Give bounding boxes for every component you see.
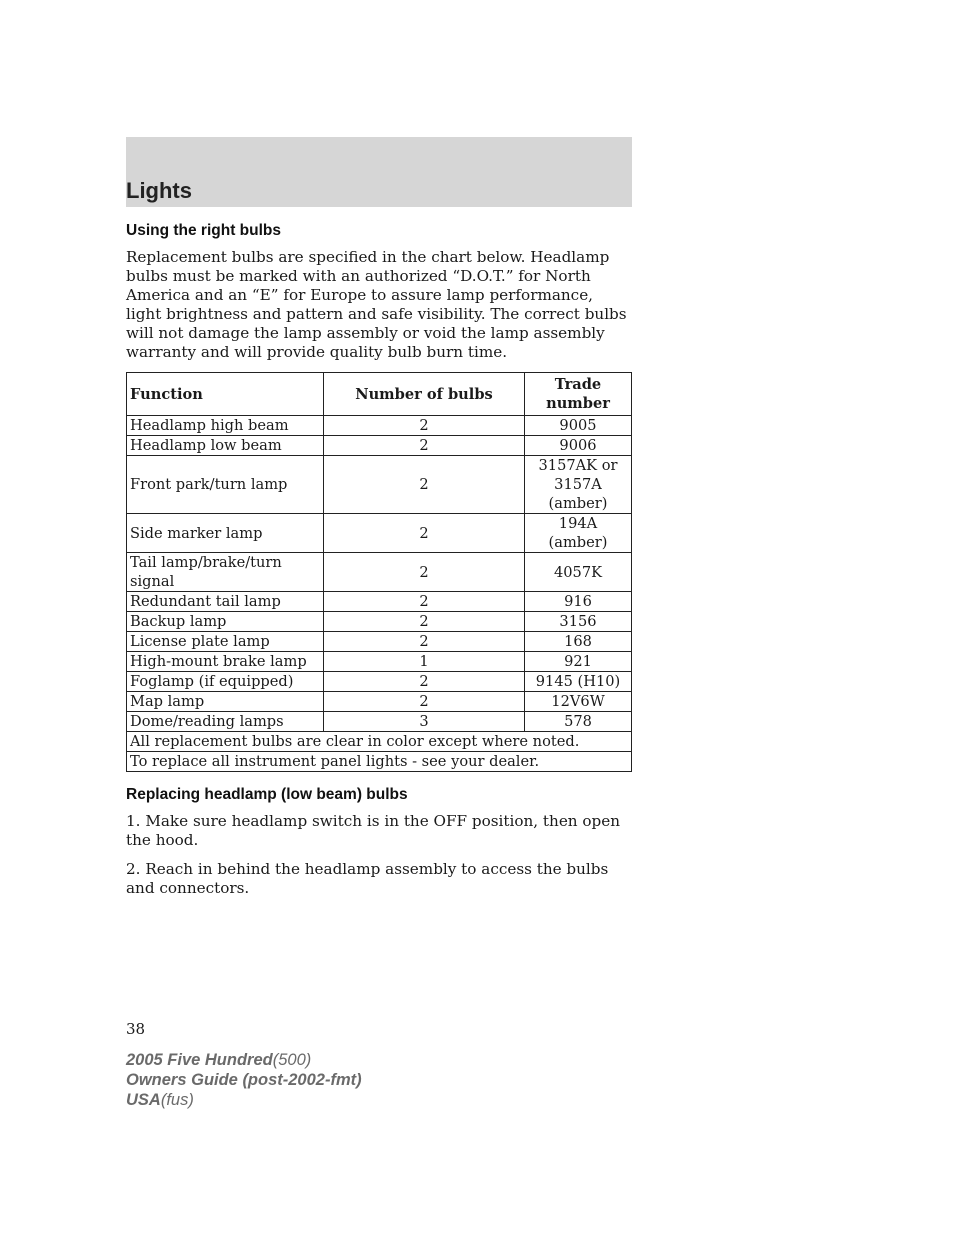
cell-trade-number: 194A (amber) (525, 514, 632, 553)
cell-number-of-bulbs: 2 (324, 672, 525, 692)
table-row (127, 672, 632, 692)
cell-number-of-bulbs: 2 (324, 456, 525, 514)
header-number-of-bulbs: Number of bulbs (324, 373, 525, 416)
cell-trade-number: 3157AK or 3157A (amber) (525, 456, 632, 514)
table-row (127, 456, 632, 514)
footer-line-3 (126, 1090, 362, 1110)
page-content (126, 222, 632, 908)
table-row (127, 712, 632, 732)
footer-guide: Owners Guide (post-2002-fmt) (126, 1071, 362, 1089)
cell-trade-number: 3156 (525, 612, 632, 632)
table-row (127, 612, 632, 632)
cell-trade-number: 12V6W (525, 692, 632, 712)
footer-market: USA (126, 1091, 161, 1109)
footer-model: 2005 Five Hundred (126, 1051, 273, 1069)
header-trade-number: Trade number (525, 373, 632, 416)
table-row (127, 436, 632, 456)
cell-number-of-bulbs: 2 (324, 632, 525, 652)
cell-function: Tail lamp/brake/turn signal (127, 553, 324, 592)
cell-function: Foglamp (if equipped) (127, 672, 324, 692)
cell-trade-number: 9145 (H10) (525, 672, 632, 692)
table-header-row (127, 373, 632, 416)
footer-market-code: (fus) (160, 1091, 194, 1109)
bulb-table (126, 372, 632, 772)
note-instrument-panel: To replace all instrument panel lights - see your dealer. (127, 752, 632, 772)
table-row (127, 553, 632, 592)
cell-function: Headlamp high beam (127, 416, 324, 436)
cell-trade-number: 921 (525, 652, 632, 672)
cell-function: Redundant tail lamp (127, 592, 324, 612)
cell-number-of-bulbs: 2 (324, 692, 525, 712)
cell-number-of-bulbs: 3 (324, 712, 525, 732)
cell-number-of-bulbs: 1 (324, 652, 525, 672)
section-title: Lights (126, 178, 192, 203)
table-row (127, 514, 632, 553)
cell-function: License plate lamp (127, 632, 324, 652)
cell-trade-number: 9006 (525, 436, 632, 456)
table-row (127, 632, 632, 652)
cell-number-of-bulbs: 2 (324, 612, 525, 632)
cell-function: Side marker lamp (127, 514, 324, 553)
cell-trade-number: 9005 (525, 416, 632, 436)
page-number: 38 (126, 1020, 146, 1038)
cell-function: Map lamp (127, 692, 324, 712)
table-row (127, 652, 632, 672)
cell-function: Dome/reading lamps (127, 712, 324, 732)
heading-replacing-headlamp: Replacing headlamp (low beam) bulbs (126, 786, 408, 803)
note-clear-color: All replacement bulbs are clear in color except where noted. (127, 732, 632, 752)
table-note-row (127, 752, 632, 772)
cell-trade-number: 578 (525, 712, 632, 732)
step-2: 2. Reach in behind the headlamp assembly to access the bulbs and connectors. (126, 860, 609, 897)
table-row (127, 416, 632, 436)
table-row (127, 592, 632, 612)
footer-line-2 (126, 1070, 362, 1090)
cell-function: Backup lamp (127, 612, 324, 632)
cell-number-of-bulbs: 2 (324, 553, 525, 592)
header-function: Function (127, 373, 324, 416)
heading-using-right-bulbs: Using the right bulbs (126, 222, 281, 239)
cell-trade-number: 168 (525, 632, 632, 652)
table-note-row (127, 732, 632, 752)
footer-model-code: (500) (272, 1051, 312, 1069)
cell-function: High-mount brake lamp (127, 652, 324, 672)
step-1: 1. Make sure headlamp switch is in the OFF position, then open the hood. (126, 812, 621, 849)
cell-trade-number: 4057K (525, 553, 632, 592)
cell-trade-number: 916 (525, 592, 632, 612)
bulb-table-body (127, 416, 632, 732)
table-row (127, 692, 632, 712)
cell-function: Headlamp low beam (127, 436, 324, 456)
document-footer (126, 1050, 362, 1110)
cell-function: Front park/turn lamp (127, 456, 324, 514)
cell-number-of-bulbs: 2 (324, 436, 525, 456)
footer-line-1 (126, 1050, 362, 1070)
cell-number-of-bulbs: 2 (324, 514, 525, 553)
cell-number-of-bulbs: 2 (324, 416, 525, 436)
section-header-band (126, 137, 632, 207)
intro-paragraph: Replacement bulbs are specified in the chart below. Headlamp bulbs must be marked with an authorized “D.O.T.” for North America and an “E” for Europe to assure lamp performance, light brightness and pattern and safe visibility. The correct bulbs will not damage the lamp assembly or void the lamp assembly warranty and will provide quality bulb burn time. (126, 248, 627, 361)
cell-number-of-bulbs: 2 (324, 592, 525, 612)
